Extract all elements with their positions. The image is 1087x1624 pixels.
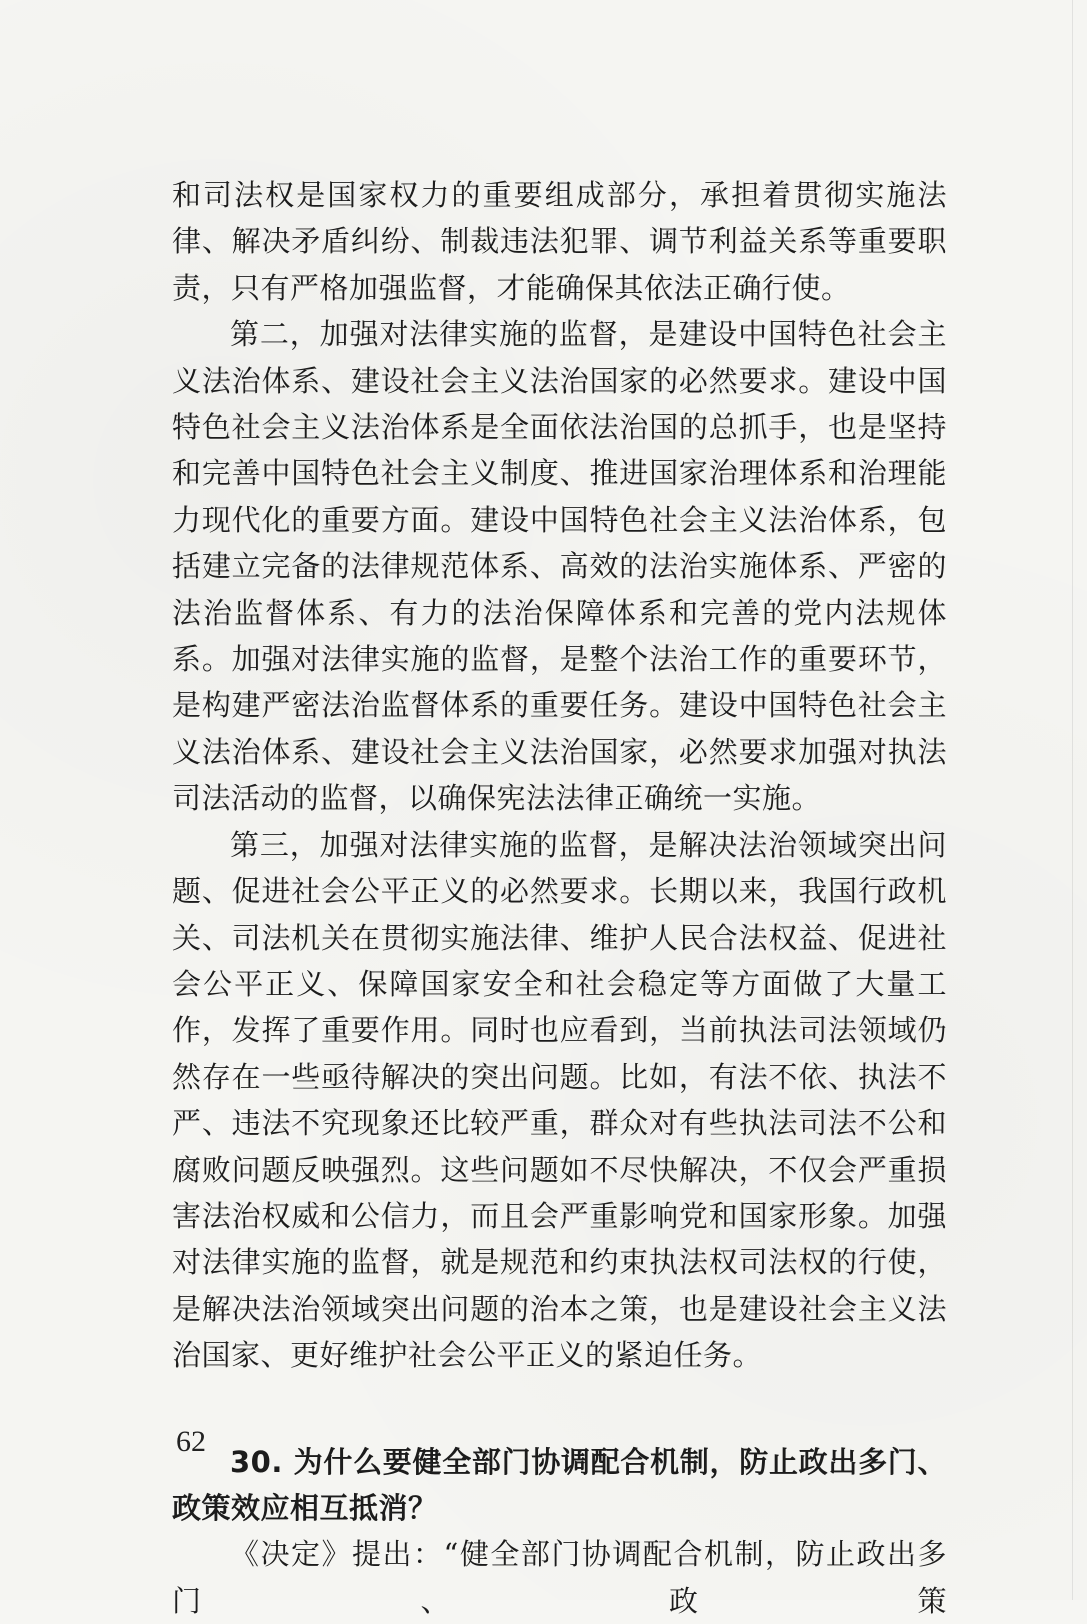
paragraph-third-point: 第三，加强对法律实施的监督，是解决法治领域突出问题、促进社会公平正义的必然要求。长期以来，我国行政机关、司法机关在贯彻实施法律、维护人民合法权益、促进社会公平正义、保障国家安全和社会稳定等方面做了大量工作，发挥了重要作用。同时也应看到，当前执法司法领域仍然存在一些亟待解决的突出问题。比如，有法不依、执法不严、违法不究现象还比较严重，群众对有些执法司法不公和腐败问题反映强烈。这些问题如不尽快解决，不仅会严重损害法治权威和公信力，而且会严重影响党和国家形象。加强对法律实施的监督，就是规范和约束执法权司法权的行使，是解决法治领域突出问题的治本之策，也是建设社会主义法治国家、更好维护社会公平正义的紧迫任务。 bbox=[172, 827, 947, 1373]
body-text bbox=[172, 172, 947, 1624]
paragraph-answer-start: 《决定》提出：“健全部门协调配合机制，防止政出多门、政策 bbox=[172, 1537, 947, 1618]
paragraph-continued: 和司法权是国家权力的重要组成部分，承担着贯彻实施法律、解决矛盾纠纷、制裁违法犯罪、调节利益关系等重要职责，只有严格加强监督，才能确保其依法正确行使。 bbox=[172, 178, 947, 305]
page-edge-shadow bbox=[1072, 0, 1073, 1600]
question-heading: 30. 为什么要健全部门协调配合机制，防止政出多门、政策效应相互抵消？ bbox=[172, 1444, 947, 1525]
paragraph-second-point: 第二，加强对法律实施的监督，是建设中国特色社会主义法治体系、建设社会主义法治国家的必然要求。建设中国特色社会主义法治体系是全面依法治国的总抓手，也是坚持和完善中国特色社会主义制度、推进国家治理体系和治理能力现代化的重要方面。建设中国特色社会主义法治体系，包括建立完备的法律规范体系、高效的法治实施体系、严密的法治监督体系、有力的法治保障体系和完善的党内法规体系。加强对法律实施的监督，是整个法治工作的重要环节，是构建严密法治监督体系的重要任务。建设中国特色社会主义法治体系、建设社会主义法治国家，必然要求加强对执法司法活动的监督，以确保宪法法律正确统一实施。 bbox=[172, 317, 947, 816]
page-number: 62 bbox=[176, 1425, 206, 1458]
